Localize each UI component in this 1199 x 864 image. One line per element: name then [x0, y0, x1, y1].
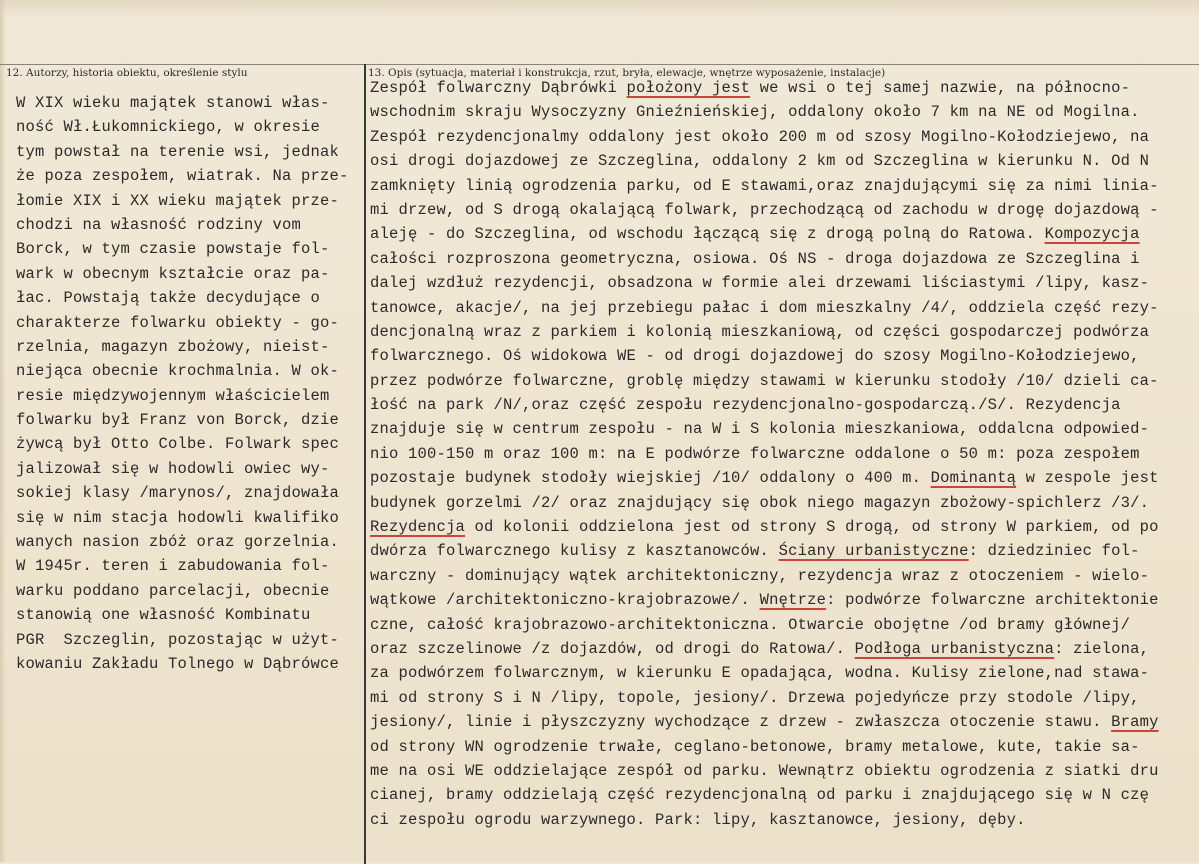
history-text-line: że poza zespołem, wiatrak. Na prze-: [16, 167, 349, 186]
description-text-segment: : zielona,: [1054, 639, 1150, 658]
description-text-segment: aleję - do Szczeglina, od wschodu łączącą się z drogą polną do Ratowa.: [370, 225, 1045, 244]
history-text-line: resie międzywojennym właścicielem: [16, 386, 330, 405]
history-text-line: łac. Powstają także decydujące o: [16, 289, 321, 308]
underlined-heading: Dominantą: [930, 469, 1017, 488]
description-text-segment: mi od strony S i N /lipy, topole, jesiony/. Drzewa pojedyńcze przy stodole /lipy,: [370, 688, 1140, 707]
description-text-segment: cianej, bramy oddzielają część rezydencjonalną od parku i znajdującego się w N czę: [370, 786, 1150, 805]
description-text-segment: łość na park /N/,oraz część zespołu rezydencjonalno-gospodarczą./S/. Rezydencja: [370, 396, 1121, 415]
card-top-edge: [0, 0, 1199, 18]
description-text-segment: folwarcznego. Oś widokowa WE - od drogi dojazdowej do szosy Mogilno-Kołodziejewo,: [370, 347, 1140, 366]
description-text-segment: : podwórze folwarczne architektonie: [826, 591, 1159, 610]
description-text-segment: od strony WN ogrodzenie trwałe, ceglano-betonowe, bramy metalowe, kute, takie sa-: [370, 737, 1140, 756]
history-text-line: żywcą był Otto Colbe. Folwark spec: [16, 435, 340, 454]
description-text-segment: jesiony/, linie i płyszczyzny wychodzące z drzew - zwłaszcza otoczenie stawu.: [370, 713, 1112, 732]
history-text-line: kowaniu Zakładu Tolnego w Dąbrówce: [16, 654, 340, 673]
description-text-line: [370, 564, 1198, 588]
description-text-segment: całości rozproszona geometryczna, osiowa. Oś NS - droga dojazdowa ze Szczeglina i: [370, 249, 1140, 268]
description-text-line: [370, 491, 1198, 515]
description-text-line: [370, 369, 1198, 393]
underlined-heading: Bramy: [1111, 713, 1159, 732]
history-text-line: chodzi na własność rodziny vom: [16, 215, 302, 234]
description-text-segment: wątkowe /architektoniczno-krajobrazowe/.: [370, 591, 760, 610]
description-text-segment: : dziedziniec fol-: [968, 542, 1140, 561]
description-text-segment: oraz szczelinowe /z dojazdów, od drogi do Ratowa/.: [370, 639, 855, 658]
description-text-line: [370, 466, 1198, 490]
description-text-segment: tanowce, akacje/, na jej przebiegu pałac i dom mieszkalny /4/, oddziela część rezy-: [370, 298, 1159, 317]
description-text-line: [370, 247, 1198, 271]
history-text-line: jalizował się w hodowli owiec wy-: [16, 459, 330, 478]
description-text-line: [370, 320, 1198, 344]
description-text-line: [370, 271, 1198, 295]
description-text-segment: przez podwórze folwarczne, groblę między stawami w kierunku stodoły /10/ dzieli ca-: [370, 371, 1159, 390]
history-text-line: niejąca obecnie krochmalnia. W ok-: [16, 362, 340, 381]
history-text-line: się w nim stacja hodowli kwalifiko: [16, 508, 340, 527]
description-text-line: [370, 710, 1198, 734]
history-text-line: stanowią one własność Kombinatu: [16, 606, 311, 625]
underlined-heading: Rezydencja: [370, 518, 466, 537]
description-text-segment: pozostaje budynek stodoły wiejskiej /10/ oddalony o 400 m.: [370, 469, 931, 488]
underlined-heading: Ściany urbanistyczne: [778, 542, 969, 561]
description-text-segment: dencjonalną wraz z parkiem i kolonią mieszkaniową, od części gospodarczej podwórza: [370, 322, 1150, 341]
description-text-line: [370, 344, 1198, 368]
history-text-column: [16, 91, 366, 676]
description-text-line: [370, 808, 1198, 832]
underlined-heading: Podłoga urbanistyczna: [854, 639, 1055, 658]
history-text-line: W 1945r. teren i zabudowania fol-: [16, 557, 330, 576]
description-text-segment: dalej wzdłuż rezydencji, obsadzona w formie alei drzewami liściastymi /lipy, kasz-: [370, 274, 1150, 293]
field-13-label: 13. Opis (sytuacja, materiał i konstrukcja, rzut, bryła, elewacje, wnętrze wyposażenie, instalacje): [368, 67, 886, 79]
description-text-segment: budynek gorzelmi /2/ oraz znajdujący się obok niego magazyn zbożowy-spichlerz /3/.: [370, 493, 1150, 512]
description-text-segment: me na osi WE oddzielające zespół od parku. Wewnątrz obiektu ogrodzenia z siatki dru: [370, 761, 1159, 780]
description-text-line: [370, 588, 1198, 612]
horizontal-divider: [0, 64, 1199, 65]
description-text-line: [370, 442, 1198, 466]
description-text-segment: wschodnim skraju Wysoczyzny Gnieźnieńskiej, oddalony około 7 km na NE od Mogilna.: [370, 103, 1140, 122]
description-text-segment: znajduje się w centrum zespołu - na W i S kolonia mieszkaniowa, oddalcna odpowied-: [370, 420, 1150, 439]
description-text-segment: mi drzew, od S drogą okalającą folwark, przechodzącą od zachodu w drogę dojazdową -: [370, 200, 1159, 219]
description-text-segment: Zespół rezydencjonalmy oddalony jest około 200 m od szosy Mogilno-Kołodziejewo, na: [370, 127, 1150, 146]
description-text-line: [370, 100, 1198, 124]
description-text-line: [370, 759, 1198, 783]
history-text-line: łomie XIX i XX wieku majątek prze-: [16, 191, 340, 210]
description-text-line: [370, 637, 1198, 661]
history-text-line: ność Wł.Łukomnickiego, w okresie: [16, 118, 321, 137]
description-text-segment: we wsi o tej samej nazwie, na północno-: [750, 79, 1131, 97]
description-text-line: [370, 686, 1198, 710]
history-text-line: wark w obecnym kształcie oraz pa-: [16, 264, 330, 283]
description-text-line: [370, 539, 1198, 563]
description-text-segment: czne, całość krajobrazowo-architektoniczna. Otwarcie obojętne /od bramy głównej/: [370, 615, 1131, 634]
history-text-line: W XIX wieku majątek stanowi włas-: [16, 94, 330, 112]
history-text-line: PGR Szczeglin, pozostając w użyt-: [16, 630, 340, 649]
description-text-segment: za podwórzem folwarcznym, w kierunku E opadająca, wodna. Kulisy zielone,nad stawa-: [370, 664, 1150, 683]
description-text-segment: Zespół folwarczny Dąbrówki: [370, 79, 627, 97]
description-text-line: [370, 613, 1198, 637]
description-text-segment: w zespole jest: [1016, 469, 1159, 488]
description-text-segment: nio 100-150 m oraz 100 m: na E podwórze folwarczne oddalone o 50 m: poza zespołem: [370, 444, 1140, 463]
description-text-line: [370, 198, 1198, 222]
description-text-line: [370, 125, 1198, 149]
history-text-line: Borck, w tym czasie powstaje fol-: [16, 240, 330, 259]
history-text-line: folwarku był Franz von Borck, dzie: [16, 411, 340, 430]
description-text-line: [370, 515, 1198, 539]
description-text-line: [370, 76, 1198, 100]
description-text-line: [370, 661, 1198, 685]
description-text-segment: od kolonii oddzielona jest od strony S drogą, od strony W parkiem, od po: [465, 518, 1159, 537]
description-text-line: [370, 174, 1198, 198]
description-text-line: [370, 296, 1198, 320]
description-text-segment: osi drogi dojazdowej ze Szczeglina, oddalony 2 km od Szczeglina w kierunku N. Od N: [370, 152, 1150, 171]
history-text-line: sokiej klasy /marynos/, znajdowała: [16, 484, 340, 503]
description-text-line: [370, 222, 1198, 246]
underlined-heading: Wnętrze: [759, 591, 827, 610]
description-text-line: [370, 393, 1198, 417]
history-text-line: warku poddano parcelacji, obecnie: [16, 581, 330, 600]
description-text-line: [370, 783, 1198, 807]
history-text-line: tym powstał na terenie wsi, jednak: [16, 142, 340, 161]
description-text-line: [370, 735, 1198, 759]
field-12-label: 12. Autorzy, historia obiektu, określenie stylu: [6, 67, 248, 79]
card-left-edge: [0, 0, 6, 862]
underlined-heading: położony jest: [626, 79, 751, 97]
description-text-segment: ci zespołu ogrodu warzywnego. Park: lipy, kasztanowce, jesiony, dęby.: [370, 810, 1026, 829]
history-text-line: wanych nasion zbóż oraz gorzelnia.: [16, 533, 340, 552]
description-text-line: [370, 417, 1198, 441]
description-text-segment: dwórza folwarcznego kulisy z kasztanowców.: [370, 542, 779, 561]
description-text-segment: zamknięty linią ogrodzenia parku, od E stawami,oraz znajdującymi się za nimi linia-: [370, 176, 1159, 195]
description-text-segment: warczny - dominujący wątek architektoniczny, rezydencja wraz z otoczeniem - wielo-: [370, 566, 1150, 585]
history-text-line: rzelnia, magazyn zbożowy, nieist-: [16, 337, 330, 356]
description-text-column: [370, 76, 1198, 832]
history-text-line: charakterze folwarku obiekty - go-: [16, 313, 340, 332]
underlined-heading: Kompozycja: [1044, 225, 1140, 244]
description-text-line: [370, 149, 1198, 173]
